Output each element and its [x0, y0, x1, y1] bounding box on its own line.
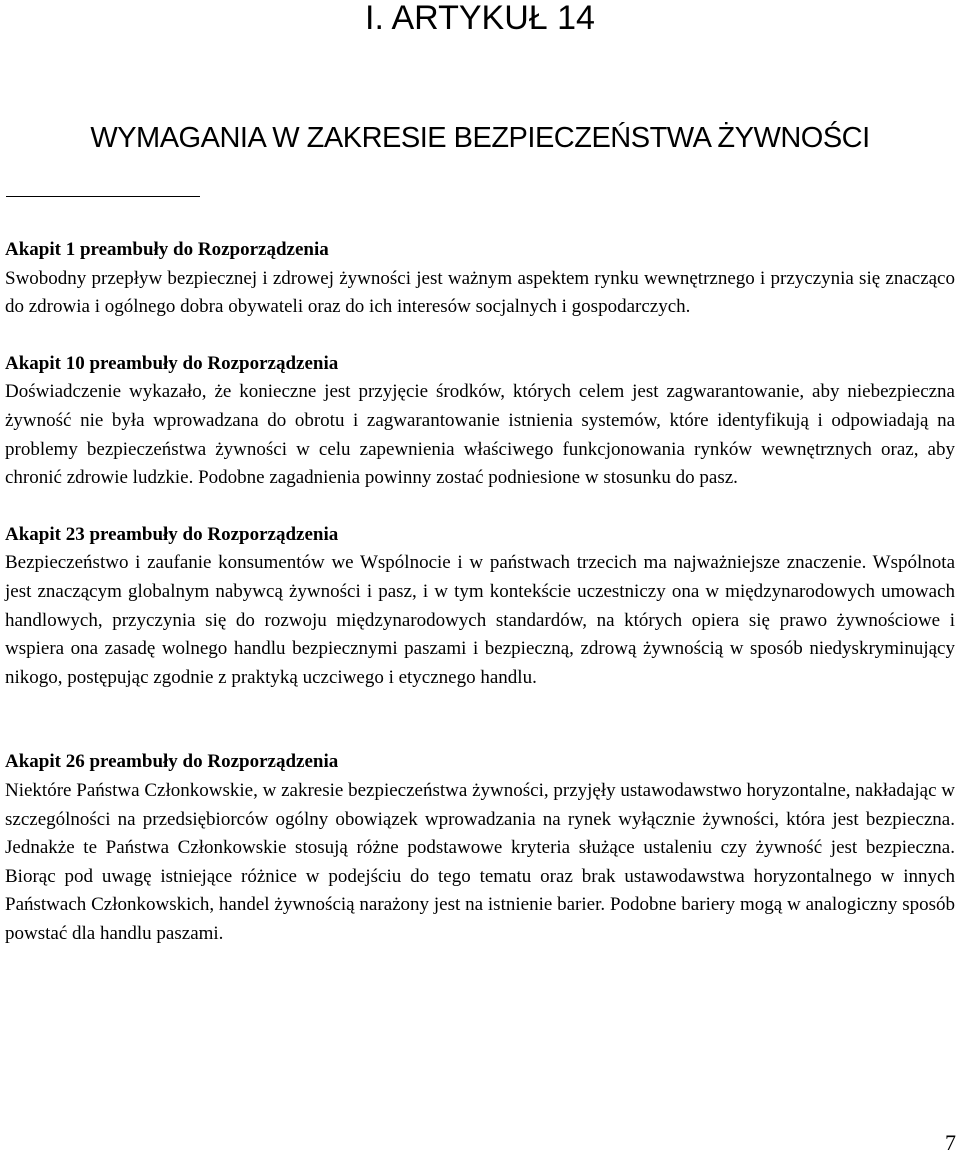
- paragraph-block-akapit-1: [5, 236, 955, 322]
- paragraph-block-akapit-10: [5, 350, 955, 493]
- paragraph-block-akapit-23: [5, 521, 955, 693]
- page-number: 7: [945, 1130, 956, 1155]
- title-underline-rule: [6, 196, 200, 197]
- article-title: I. ARTYKUŁ 14: [365, 0, 595, 37]
- paragraph-text: Doświadczenie wykazało, że konieczne jest przyjęcie środków, których celem jest zagwarantowanie, aby niebezpieczna żywność nie była wprowadzana do obrotu i zagwarantowanie istnienia systemów, które identyfikują i odpowiadają na problemy bezpieczeństwa żywności w celu zapewnienia właściwego funkcjonowania rynków wewnętrznych oraz, aby chronić zdrowie ludzkie. Podobne zagadnienia powinny zostać podniesione w stosunku do pasz.: [5, 381, 955, 489]
- paragraph-text: Bezpieczeństwo i zaufanie konsumentów we Wspólnocie i w państwach trzecich ma najważniejsze znaczenie. Wspólnota jest znaczącym globalnym nabywcą żywności i pasz, i w tym kontekście uczestniczy ona w międzynarodowych umowach handlowych, przyczynia się do rozwoju międzynarodowych standardów, na których opiera się prawo żywnościowe i wspiera ona zasadę wolnego handlu bezpiecznymi paszami i bezpieczną, zdrową żywnością w sposób niedyskryminujący nikogo, postępując zgodnie z praktyką uczciwego i etycznego handlu.: [5, 552, 955, 688]
- section-title: WYMAGANIA W ZAKRESIE BEZPIECZEŃSTWA ŻYWNOŚCI: [90, 122, 870, 154]
- paragraph-block-akapit-26: [5, 748, 955, 948]
- paragraph-heading: Akapit 23 preambuły do Rozporządzenia: [5, 523, 339, 545]
- paragraph-heading: Akapit 26 preambuły do Rozporządzenia: [5, 751, 339, 773]
- paragraph-heading: Akapit 1 preambuły do Rozporządzenia: [5, 239, 329, 260]
- paragraph-heading: Akapit 10 preambuły do Rozporządzenia: [5, 352, 339, 374]
- paragraph-text: Niektóre Państwa Członkowskie, w zakresie bezpieczeństwa żywności, przyjęły ustawodawstwo horyzontalne, nakładając w szczególności na przedsiębiorców ogólny obowiązek wprowadzania na rynek wyłącznie żywności, która jest bezpieczna. Jednakże te Państwa Członkowskie stosują różne podstawowe kryteria służące ustaleniu czy żywność jest bezpieczna. Biorąc pod uwagę istniejące różnice w podejściu do tego tematu oraz brak ustawodawstwa horyzontalnego w innych Państwach Członkowskich, handel żywnością narażony jest na istnienie barier. Podobne bariery mogą w analogiczny sposób powstać dla handlu paszami.: [5, 779, 955, 944]
- document-body: [5, 236, 955, 948]
- paragraph-text: Swobodny przepływ bezpiecznej i zdrowej żywności jest ważnym aspektem rynku wewnętrznego i przyczynia się znacząco do zdrowia i ogólnego dobra obywateli oraz do ich interesów socjalnych i gospodarczych.: [5, 267, 955, 318]
